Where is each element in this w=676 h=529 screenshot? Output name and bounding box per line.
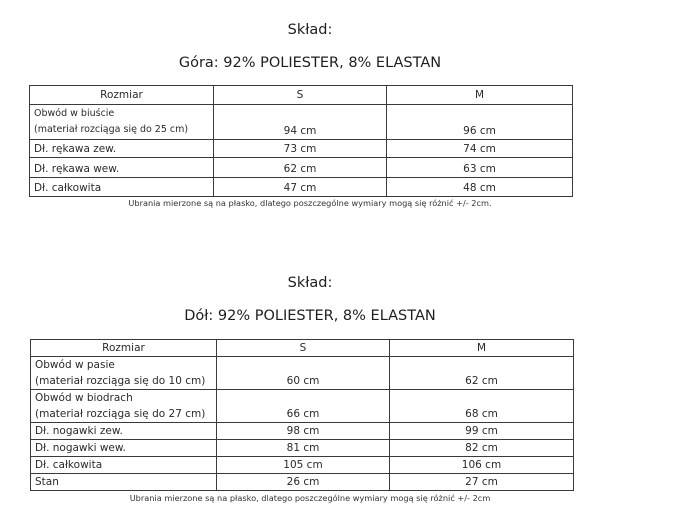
top-composition: Góra: 92% POLIESTER, 8% ELASTAN xyxy=(178,55,442,71)
row-label xyxy=(31,390,217,423)
value-m: 68 cm xyxy=(390,390,574,423)
table-header-row xyxy=(31,340,574,357)
table-row xyxy=(30,105,573,140)
header-s: S xyxy=(214,86,387,105)
top-heading: Skład: xyxy=(287,22,333,38)
value-s: 94 cm xyxy=(214,105,387,140)
value-s: 26 cm xyxy=(217,474,390,491)
row-label: Dł. całkowita xyxy=(30,178,214,197)
value-s: 47 cm xyxy=(214,178,387,197)
value-s: 60 cm xyxy=(217,357,390,390)
row-label-line1: Obwód w biuście xyxy=(34,108,115,119)
header-size: Rozmiar xyxy=(31,340,217,357)
header-m: M xyxy=(390,340,574,357)
value-m: 106 cm xyxy=(390,457,574,474)
table-row xyxy=(31,390,574,423)
table-row xyxy=(30,158,573,178)
row-label xyxy=(30,105,214,140)
bottom-size-table xyxy=(30,339,574,491)
header-m: M xyxy=(387,86,573,105)
row-label-line1: Obwód w pasie xyxy=(35,359,115,371)
value-s: 73 cm xyxy=(214,140,387,158)
value-m: 63 cm xyxy=(387,158,573,178)
row-label-line2: (materiał rozciąga się do 25 cm) xyxy=(34,124,189,135)
row-label-line2: (materiał rozciąga się do 10 cm) xyxy=(35,375,206,387)
bottom-measurement-note: Ubrania mierzone są na płasko, dlatego poszczególne wymiary mogą się różnić +/- 2cm xyxy=(129,493,491,503)
header-s: S xyxy=(217,340,390,357)
table-row xyxy=(30,140,573,158)
value-s: 105 cm xyxy=(217,457,390,474)
value-m: 48 cm xyxy=(387,178,573,197)
value-s: 66 cm xyxy=(217,390,390,423)
row-label-line1: Obwód w biodrach xyxy=(35,392,133,404)
row-label: Dł. całkowita xyxy=(31,457,217,474)
top-size-table xyxy=(29,85,573,197)
value-s: 81 cm xyxy=(217,440,390,457)
header-size: Rozmiar xyxy=(30,86,214,105)
value-m: 27 cm xyxy=(390,474,574,491)
value-s: 62 cm xyxy=(214,158,387,178)
table-row xyxy=(31,357,574,390)
table-row xyxy=(31,440,574,457)
row-label: Stan xyxy=(31,474,217,491)
table-row xyxy=(31,457,574,474)
table-row xyxy=(30,178,573,197)
row-label: Dł. nogawki zew. xyxy=(31,423,217,440)
value-s: 98 cm xyxy=(217,423,390,440)
table-header-row xyxy=(30,86,573,105)
value-m: 99 cm xyxy=(390,423,574,440)
table-row xyxy=(31,423,574,440)
bottom-heading: Skład: xyxy=(287,275,333,291)
row-label: Dł. nogawki wew. xyxy=(31,440,217,457)
value-m: 96 cm xyxy=(387,105,573,140)
value-m: 82 cm xyxy=(390,440,574,457)
row-label-line2: (materiał rozciąga się do 27 cm) xyxy=(35,408,206,420)
row-label xyxy=(31,357,217,390)
value-m: 74 cm xyxy=(387,140,573,158)
row-label: Dł. rękawa zew. xyxy=(30,140,214,158)
table-row xyxy=(31,474,574,491)
bottom-composition: Dół: 92% POLIESTER, 8% ELASTAN xyxy=(184,308,436,324)
top-measurement-note: Ubrania mierzone są na płasko, dlatego poszczególne wymiary mogą się różnić +/- 2cm. xyxy=(128,198,492,208)
value-m: 62 cm xyxy=(390,357,574,390)
row-label: Dł. rękawa wew. xyxy=(30,158,214,178)
